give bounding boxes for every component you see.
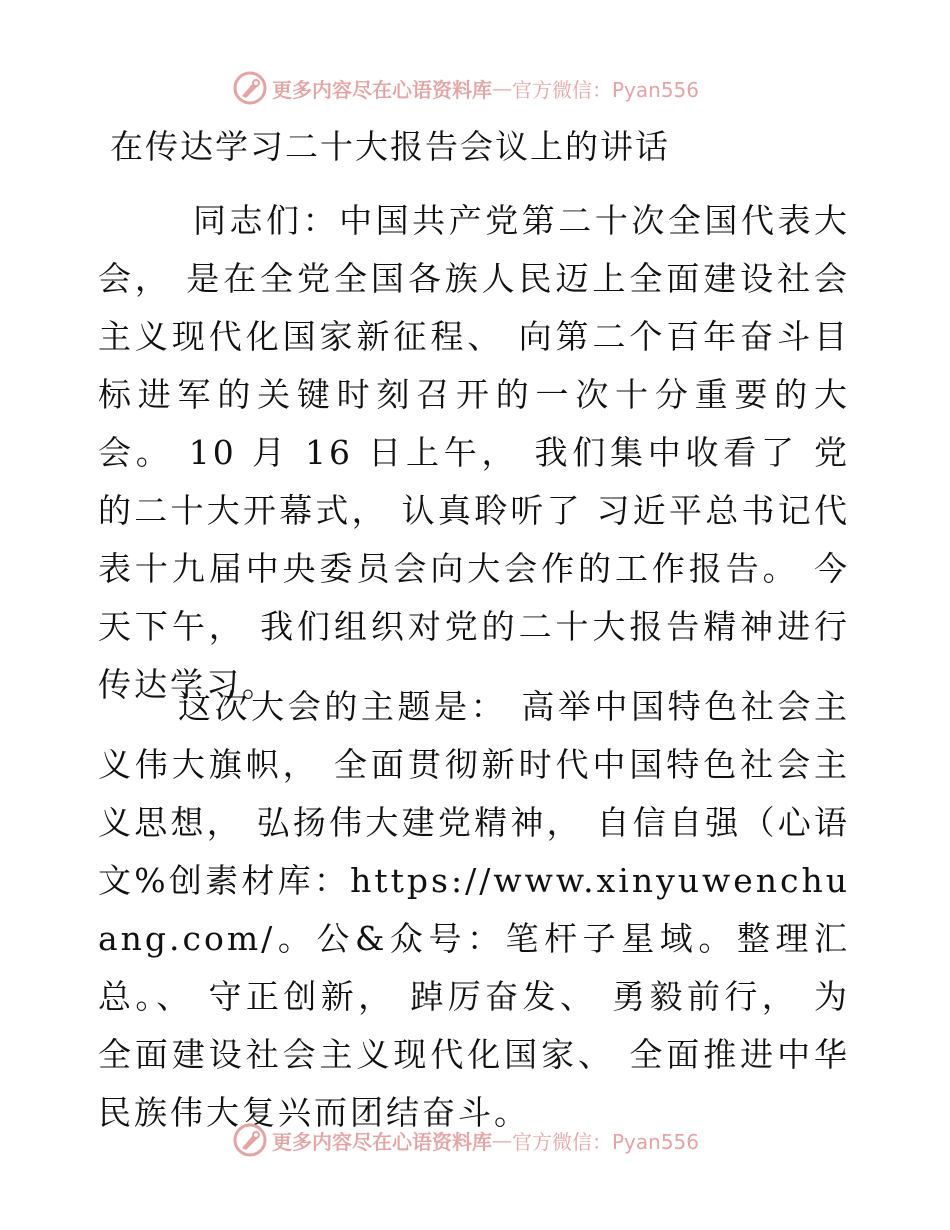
body-paragraph-1: 同志们：中国共产党第二十次全国代表大会， 是在全党全国各族人民迈上全面建设社会主义现代化国家新征程、 向第二个百年奋斗目 标进军的关键时刻召开的一次十分重要的大会。 10 月 16 日上午， 我们集中收看了 党的二十大开幕式， 认真聆听了 习近平总书记代表十九届中央委员会向大会作的工作报告。 今天下午， 我们组织对党的二十大报告精神进行传达学习。 — [98, 201, 850, 704]
footer-separator: — — [492, 1128, 512, 1152]
body-paragraph-2: 这次大会的主题是： 高举中国特色社会主义伟大旗帜， 全面贯彻新时代中国特色社会主义思想， 弘扬伟大建党精神， 自信自强（心语文%创素材库：https://www.xinyuwenchuang.com/。公&众号：笔杆子星域。整理汇总。、 守正创新， 踔厉奋发、 勇毅前行， 为全面建设社会主义现代化国家、 全面推进中华民族伟大复兴而团结奋斗。 — [98, 687, 850, 1132]
header-banner — [232, 68, 712, 108]
footer-brand-text: 更多内容尽在心语资料库 — [272, 1129, 492, 1154]
header-brand-text: 更多内容尽在心语资料库 — [272, 77, 492, 102]
ink-pen-logo-icon — [232, 1122, 268, 1158]
header-contact-text: 官方微信：Pyan556 — [512, 77, 700, 102]
document-title: 在传达学习二十大报告会议上的讲话 — [110, 127, 670, 166]
ink-pen-logo-icon — [232, 70, 268, 106]
footer-banner — [232, 1120, 712, 1160]
footer-contact-text: 官方微信：Pyan556 — [512, 1129, 700, 1154]
header-separator: — — [492, 76, 512, 100]
